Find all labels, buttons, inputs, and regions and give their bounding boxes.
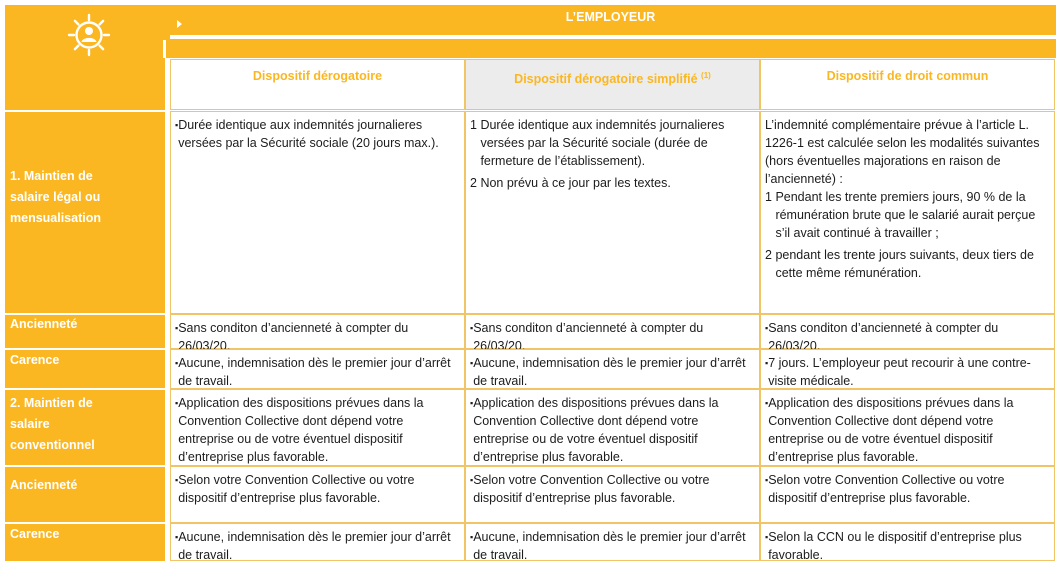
list-text: Aucune, indemnisation dès le premier jour d’arrêt de travail. <box>178 530 451 562</box>
list-item <box>765 354 1050 390</box>
table-cell <box>760 111 1055 314</box>
table-cell <box>170 314 465 353</box>
row-label: Carence <box>10 353 60 367</box>
list-item <box>470 116 755 170</box>
list-marker: ▪ <box>765 398 769 408</box>
table-cell <box>465 523 760 561</box>
list-text: pendant les trente jours suivants, deux tiers de cette même rémunération. <box>775 248 1034 280</box>
list-item <box>175 354 460 390</box>
table-cell <box>465 349 760 389</box>
column-label: Dispositif dérogatoire simplifié $^{(1)}$ <box>514 71 711 87</box>
list-item <box>470 174 755 192</box>
row-label: Carence <box>10 527 60 541</box>
list-item <box>765 246 1050 282</box>
list-text: Application des dispositions prévues dans la Convention Collective dont dépend votre entreprise ou de votre éventuel dispositif d’entreprise plus favorable. <box>178 396 424 464</box>
table-cell <box>170 111 465 314</box>
table-cell <box>760 349 1055 389</box>
table-cell <box>465 111 760 314</box>
cell-intro: L’indemnité complémentaire prévue à l’article L. 1226-1 est calculée selon les modalités suivantes (hors éventuelles majorations en raison de l’ancienneté) : <box>765 118 1040 186</box>
banner-divider-horizontal <box>170 35 1056 39</box>
table-cell <box>170 389 465 466</box>
table-cell <box>465 314 760 353</box>
table-cell <box>170 349 465 389</box>
list-text: Sans conditon d’ancienneté à compter du 26/03/20. <box>768 321 999 353</box>
table-cell <box>760 314 1055 353</box>
list-text: Durée identique aux indemnités journalieres versées par la Sécurité sociale (20 jours max.). <box>178 118 439 150</box>
list-item <box>175 394 460 466</box>
list-text: Pendant les trente premiers jours, 90 % de la rémunération brute que le salarié aurait perçue s’il avait continué à travailler ; <box>775 190 1036 240</box>
list-text: Application des dispositions prévues dans la Convention Collective dont dépend votre entreprise ou de votre éventuel dispositif d’entreprise plus favorable. <box>768 396 1014 464</box>
list-text: Non prévu à ce jour par les textes. <box>480 176 671 190</box>
list-marker: ▪ <box>470 398 474 408</box>
list-marker: ▪ <box>175 532 179 542</box>
list-marker: ▪ <box>765 358 769 368</box>
list-text: Selon la CCN ou le dispositif d’entreprise plus favorable. <box>768 530 1022 562</box>
list-item <box>470 354 755 390</box>
row-separator <box>5 465 165 467</box>
list-text: Sans conditon d’ancienneté à compter du 26/03/20. <box>178 321 409 353</box>
list-item <box>765 394 1050 466</box>
row-separator <box>5 110 165 112</box>
table-cell <box>465 466 760 523</box>
list-text: Selon votre Convention Collective ou votre dispositif d’entreprise plus favorable. <box>768 473 1005 505</box>
list-marker: ▪ <box>175 475 179 485</box>
list-text: Application des dispositions prévues dans la Convention Collective dont dépend votre entreprise ou de votre éventuel dispositif d’entreprise plus favorable. <box>473 396 719 464</box>
table-cell <box>465 389 760 466</box>
list-item <box>470 394 755 466</box>
table-cell <box>170 466 465 523</box>
column-header-derogatoire <box>170 59 465 110</box>
table-cell <box>170 523 465 561</box>
row-label: 1. Maintien de salaire légal ou mensualisation <box>10 169 101 225</box>
list-text: Selon votre Convention Collective ou votre dispositif d’entreprise plus favorable. <box>473 473 710 505</box>
list-text: Selon votre Convention Collective ou votre dispositif d’entreprise plus favorable. <box>178 473 415 505</box>
column-label: Dispositif dérogatoire <box>252 69 383 83</box>
list-marker: 1 <box>470 118 481 132</box>
column-header-droit-commun <box>760 59 1055 110</box>
list-marker: ▪ <box>175 398 179 408</box>
list-marker: 2 <box>470 176 481 190</box>
list-item <box>765 188 1050 242</box>
list-marker: ▪ <box>470 475 474 485</box>
list-marker: ▪ <box>765 532 769 542</box>
list-item <box>765 528 1050 564</box>
list-marker: ▪ <box>175 323 179 333</box>
list-text: Durée identique aux indemnités journalieres versées par la Sécurité sociale (durée de fermeture de l’établissement). <box>480 118 725 168</box>
row-label: Ancienneté <box>10 478 78 492</box>
list-item <box>765 471 1050 507</box>
table-cell <box>760 523 1055 561</box>
list-marker: 2 <box>765 248 776 262</box>
list-item <box>470 471 755 507</box>
table-cell <box>760 466 1055 523</box>
list-item <box>175 528 460 564</box>
list-marker: ▪ <box>765 475 769 485</box>
list-item <box>175 471 460 507</box>
list-text: 7 jours. L’employeur peut recourir à une contre-visite médicale. <box>768 356 1031 388</box>
column-label: Dispositif de droit commun <box>826 69 989 83</box>
list-marker: ▪ <box>175 358 179 368</box>
banner-divider-vertical <box>163 40 166 58</box>
list-marker: ▪ <box>470 532 474 542</box>
list-marker: 1 <box>765 190 776 204</box>
person-in-sun-icon <box>67 13 111 57</box>
row-separator <box>5 388 165 390</box>
list-item <box>175 116 460 152</box>
row-label: 2. Maintien de salaire conventionnel <box>10 396 95 452</box>
list-text: Aucune, indemnisation dès le premier jour d’arrêt de travail. <box>473 356 746 388</box>
table-cell <box>760 389 1055 466</box>
list-text: Aucune, indemnisation dès le premier jour d’arrêt de travail. <box>178 356 451 388</box>
list-marker: ▪ <box>470 358 474 368</box>
employer-title: L’EMPLOYEUR <box>565 10 656 24</box>
list-item <box>470 528 755 564</box>
list-marker: ▪ <box>470 323 474 333</box>
list-marker: ▪ <box>765 323 769 333</box>
row-label: Ancienneté <box>10 317 78 331</box>
list-text: Aucune, indemnisation dès le premier jour d’arrêt de travail. <box>473 530 746 562</box>
list-marker: ▪ <box>175 120 179 130</box>
list-text: Sans conditon d’ancienneté à compter du 26/03/20. <box>473 321 704 353</box>
